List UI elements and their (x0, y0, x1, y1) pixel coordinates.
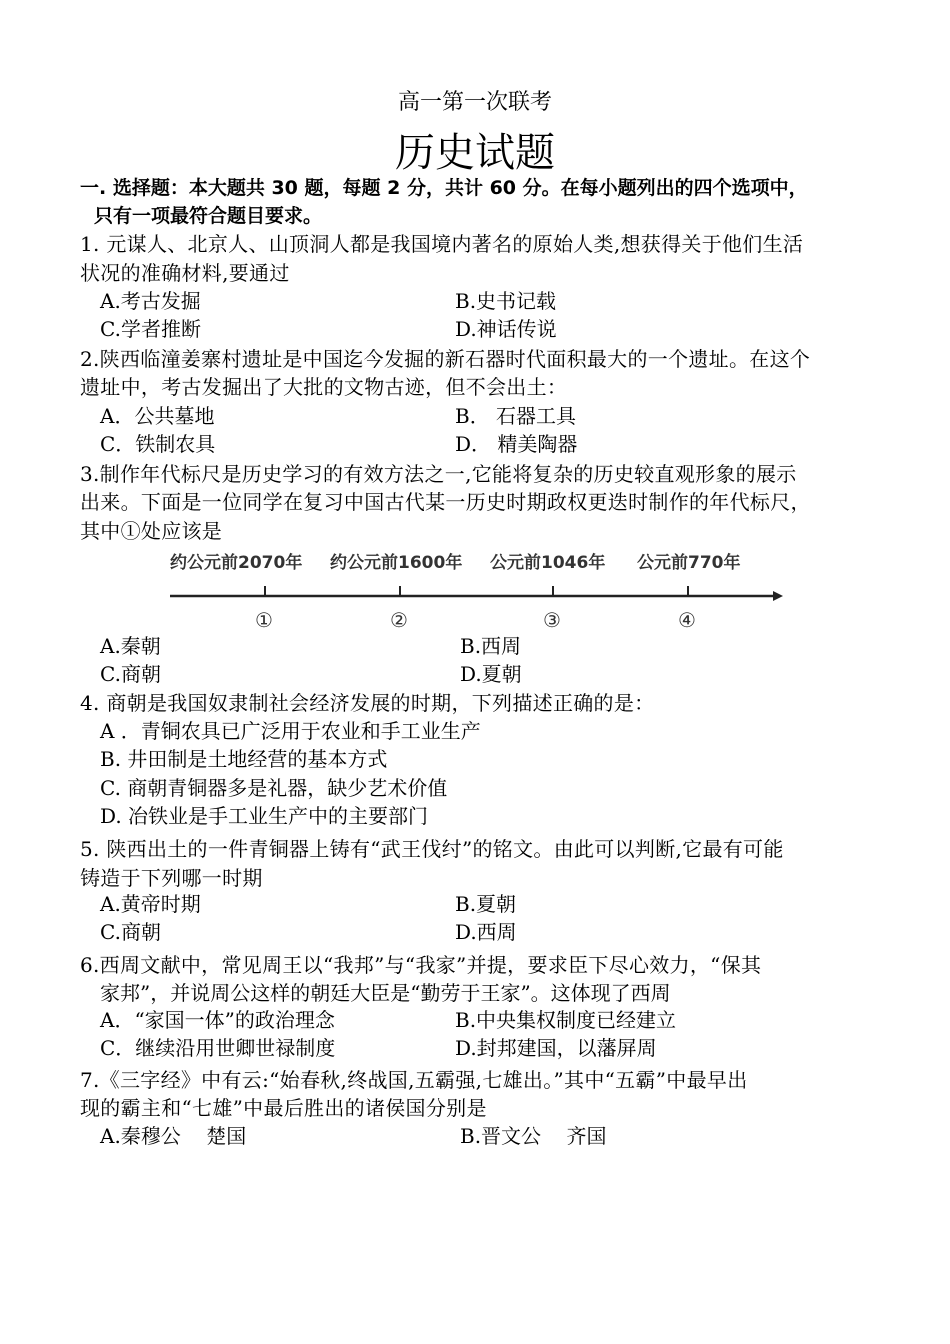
option-a: A.秦朝 (100, 634, 161, 658)
option-c: C．铁制农具 (100, 432, 216, 456)
option-d: D.神话传说 (455, 317, 557, 341)
exam-subtitle: 高一第一次联考 (397, 90, 552, 115)
option-b: B.晋文公 齐国 (460, 1124, 607, 1148)
question-3-cont: 出来。下面是一位同学在复习中国古代某一历史时期政权更迭时制作的年代标尺， (80, 490, 811, 514)
timeline-label: 约公元前2070年 (170, 553, 303, 573)
option-d: D.西周 (455, 920, 517, 944)
section-instructions-cont: 只有一项最符合题目要求。 (94, 205, 323, 227)
option-d: D.封邦建国，以藩屏周 (455, 1036, 657, 1060)
timeline-figure (165, 548, 785, 638)
option-b: B． 石器工具 (455, 404, 577, 428)
option-a: A.考古发掘 (100, 289, 201, 313)
timeline-mark: ① (255, 608, 273, 632)
question-3-cont2: 其中①处应该是 (80, 519, 223, 543)
question-6-cont: 家邦”，并说周公这样的朝廷大臣是“勤劳于王家”。这体现了西周 (100, 981, 671, 1005)
option-b: B.西周 (460, 634, 522, 658)
timeline-label: 公元前1046年 (490, 553, 606, 573)
question-7-cont: 现的霸主和“七雄”中最后胜出的诸侯国分别是 (80, 1096, 487, 1120)
option-c: C. 商朝青铜器多是礼器，缺少艺术价值 (100, 776, 448, 800)
option-b: B.中央集权制度已经建立 (455, 1008, 677, 1032)
question-2: 2.陕西临潼姜寨村遗址是中国迄今发掘的新石器时代面积最大的一个遗址。在这个 (80, 347, 811, 371)
question-1: 1. 元谋人、北京人、山顶洞人都是我国境内著名的原始人类,想获得关于他们生活 (80, 232, 804, 256)
option-b: B. 井田制是土地经营的基本方式 (100, 747, 388, 771)
option-c: C.商朝 (100, 662, 161, 686)
question-4: 4. 商朝是我国奴隶制社会经济发展的时期，下列描述正确的是： (80, 691, 655, 715)
timeline-label: 约公元前1600年 (330, 553, 463, 573)
question-5: 5. 陕西出土的一件青铜器上铸有“武王伐纣”的铭文。由此可以判断,它最有可能 (80, 837, 784, 861)
timeline-mark: ④ (678, 608, 696, 632)
option-a: A ．青铜农具已广泛用于农业和手工业生产 (100, 719, 481, 743)
option-a: A.秦穆公 楚国 (100, 1124, 247, 1148)
question-5-cont: 铸造于下列哪一时期 (80, 866, 263, 890)
option-d: D. 冶铁业是手工业生产中的主要部门 (100, 804, 429, 828)
option-c: C.学者推断 (100, 317, 201, 341)
question-1-cont: 状况的准确材料,要通过 (80, 261, 290, 285)
question-7: 7.《三字经》中有云:“始春秋,终战国,五霸强,七雄出。”其中“五霸”中最早出 (80, 1068, 748, 1092)
option-a: A.黄帝时期 (100, 892, 201, 916)
option-c: C.商朝 (100, 920, 161, 944)
option-d: D.夏朝 (460, 662, 522, 686)
option-b: B.夏朝 (455, 892, 517, 916)
exam-title: 历史试题 (395, 130, 555, 176)
question-2-cont: 遗址中，考古发掘出了大批的文物古迹，但不会出土： (80, 375, 568, 399)
section-instructions: 一. 选择题：本大题共 30 题，每题 2 分，共计 60 分。在每小题列出的四个选项中， (80, 177, 808, 199)
timeline-mark: ② (390, 608, 408, 632)
option-d: D． 精美陶器 (455, 432, 578, 456)
timeline-mark: ③ (543, 608, 561, 632)
option-a: A．公共墓地 (100, 404, 215, 428)
question-3: 3.制作年代标尺是历史学习的有效方法之一,它能将复杂的历史较直观形象的展示 (80, 462, 797, 486)
timeline-label: 公元前770年 (637, 553, 741, 573)
timeline-axis (165, 578, 785, 608)
question-6: 6.西周文献中，常见周王以“我邦”与“我家”并提，要求臣下尽心效力，“保其 (80, 953, 762, 977)
option-c: C．继续沿用世卿世禄制度 (100, 1036, 336, 1060)
option-b: B.史书记载 (455, 289, 557, 313)
option-a: A．“家国一体”的政治理念 (100, 1008, 335, 1032)
